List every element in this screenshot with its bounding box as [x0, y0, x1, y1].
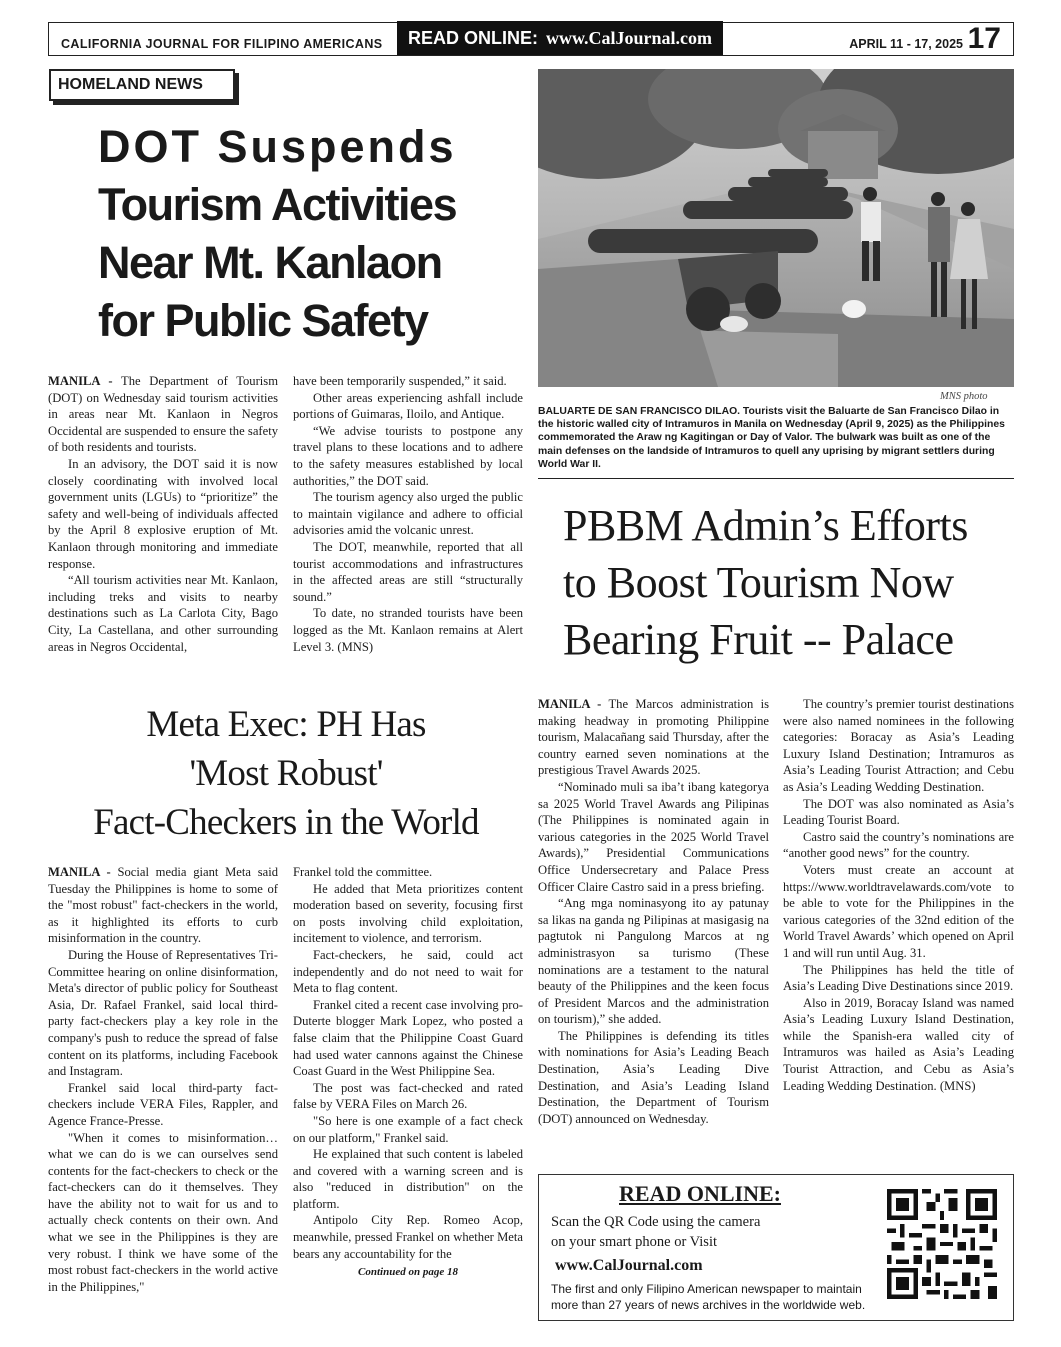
headline-line: for Public Safety — [98, 295, 428, 346]
paragraph: Other areas experiencing ashfall include portions of Guimaras, Iloilo, and Antique. — [293, 390, 523, 422]
news-photo — [538, 69, 1014, 387]
paragraph — [48, 864, 278, 947]
paragraph: He added that Meta prioritizes content moderation based on severity, focusing first on posts involving child exploitation, incitement to violence, and terrorism. — [293, 881, 523, 946]
paragraph: “We advise tourists to postpone any travel plans to these locations and to adhere to the safety measures established by local authorities,” the DOT said. — [293, 423, 523, 488]
intramuros-photo-illustration — [538, 69, 1014, 387]
read-online-title: READ ONLINE: — [619, 1181, 781, 1206]
paragraph: Antipolo City Rep. Romeo Acop, meanwhile, pressed Frankel on whether Meta bears any accountability for the — [293, 1213, 523, 1261]
headline-line: PBBM Admin’s Efforts — [563, 501, 968, 550]
issue-date: APRIL 11 - 17, 2025 — [849, 37, 963, 51]
read-online-url[interactable]: www.CalJournal.com — [546, 27, 712, 48]
dateline: MANILA - — [538, 697, 602, 711]
read-online-label: READ ONLINE: — [408, 27, 538, 48]
paragraph: The DOT, meanwhile, reported that all tourist accommodations and infrastructures in the affected areas are still “structurally sound.” — [293, 539, 523, 604]
page-number: 17 — [967, 22, 1001, 55]
paragraph: Castro said the country’s nominations are “another good news” for the country. — [783, 829, 1014, 861]
paragraph: In an advisory, the DOT said it is now closely coordinating with involved local government units (LGUs) to “prioritize” the safety and well-being of individuals affected by the April 8 explosive eruption of Mt. Kanlaon through monitoring and immediate response. — [48, 456, 278, 571]
website-link[interactable]: www.CalJournal.com — [555, 1257, 703, 1274]
headline-line: Meta Exec: PH Has — [146, 704, 426, 745]
dateline: MANILA - — [48, 374, 113, 388]
photo-caption: BALUARTE DE SAN FRANCISCO DILAO. Tourists visit the Baluarte de San Francisco Dilao in the historic walled city of Intramuros in Manila on Wednesday (April 9, 2025) as the Philippines commemorated the Araw ng Kagitingan or Day of Valor. The bulwark was built as one of the main defenses on the landside of Intramuros to quell any uprising by migrant settlers during World War II. — [538, 406, 1005, 470]
meta-column-1 — [48, 864, 278, 1295]
paragraph: He explained that such content is labeled and covered with a warning screen and is also "reduced in distribution" on the platform. — [293, 1147, 523, 1211]
paragraph: The DOT was also nominated as Asia’s Leading Tourist Board. — [783, 796, 1014, 828]
scan-instructions — [551, 1212, 881, 1252]
headline-line: Near Mt. Kanlaon — [98, 237, 442, 288]
paragraph: Fact-checkers, he said, could act independently and do not need to wait for Meta to flag content. — [293, 947, 523, 996]
paper-name: CALIFORNIA JOURNAL FOR FILIPINO AMERICANS — [61, 37, 383, 51]
paragraph: have been temporarily suspended,” it said. — [293, 374, 507, 388]
scan-instructions-line: on your smart phone or Visit — [551, 1234, 717, 1250]
paragraph: Frankel cited a recent case involving pro-Duterte blogger Mark Lopez, who posted a false claim that the Philippine Coast Guard had used water cannons against the Chinese Coast Guard in the West Philippine Sea. — [293, 997, 523, 1079]
paragraph: Also in 2019, Boracay Island was named Asia’s Leading Luxury Island Destination, while the Spanish-era walled city of Intramuros was hailed as Asia’s Leading Tourist Attraction, and Cebu as Asia’s Leading Wedding Destination. (MNS) — [783, 995, 1014, 1093]
paragraph: The country’s premier tourist destinations were also named nominees in the following categories: Boracay as Asia’s Leading Luxury Island Destination; Intramuros as Asia’s Leading Tourist Attraction; and Cebu as Asia’s Leading Wedding Destination. — [783, 697, 1014, 794]
paragraph-text: Social media giant Meta said Tuesday the Philippines is home to some of the "most robust" fact-checkers in the world, as it highlighted its efforts to curb misinformation in the country. — [48, 865, 279, 946]
paragraph: The post was fact-checked and rated false by VERA Files on March 26. — [293, 1080, 523, 1112]
photo-credit: MNS photo — [940, 391, 988, 402]
paragraph: The Philippines has held the title of Asia’s Leading Dive Destinations since 2019. — [783, 962, 1014, 994]
paragraph — [48, 373, 278, 456]
paragraph: Frankel told the committee. — [293, 865, 433, 879]
headline-line: DOT Suspends — [98, 121, 457, 172]
paragraph: The Philippines is defending its titles with nominations for Asia’s Leading Beach Destination, Asia’s Leading Dive Destination, and Asia’s Leading Island Destination, the Department of Tourism (DOT) announced on Wednesday. — [538, 1028, 769, 1126]
headline-line: Tourism Activities — [98, 179, 457, 230]
paragraph: Voters must create an account at https://www.worldtravelawards.com/vote to be able to vote for the Philippines in the various categories of the 32nd edition of the World Travel Awards’ which opened on April 1 and will run until Aug. 31. — [783, 862, 1014, 960]
paragraph: During the House of Representatives Tri-Committee hearing on online disinformation, Meta's director of public policy for Southeast Asia, Dr. Rafael Frankel, said local third-party fact-checkers play a key role in the company's push to reduce the spread of false content on its platforms, including Facebook and Instagram. — [48, 947, 278, 1079]
headline-line: to Boost Tourism Now — [563, 558, 954, 607]
dot-column-2 — [293, 373, 523, 655]
headline-line: 'Most Robust' — [189, 753, 383, 794]
paragraph-text: The Marcos administration is making headway in promoting Philippine tourism, Malacañang said Thursday, after the country earned seven nominations at the prestigious Travel Awards 2025. — [538, 697, 769, 778]
paragraph: “Ang mga nominasyong ito ay patunay sa likas na ganda ng Pilipinas at masigasig na pagtutok ni Pangulong Marcos at ng administrasyon sa turismo (These nominations are a testament to the natural beauty of the Philippines and the keen focus of President Marcos and the administration on tourism),” she added. — [538, 896, 769, 1027]
divider — [538, 478, 1014, 479]
paragraph: To date, no stranded tourists have been logged as the Mt. Kanlaon remains at Alert Level 3. (MNS) — [293, 606, 523, 654]
paragraph — [538, 696, 769, 779]
pbbm-column-1 — [538, 696, 769, 1127]
paragraph-text: The Department of Tourism (DOT) on Wednesday said tourism activities in areas near Mt. Kanlaon in Negros Occidental are suspended to ensure the safety of both residents and tourists. — [48, 374, 278, 455]
archive-note: The first and only Filipino American newspaper to maintain more than 27 years of news archives in the worldwide web. — [551, 1282, 866, 1312]
dateline: MANILA - — [48, 865, 111, 879]
headline-dot — [98, 118, 508, 350]
scan-instructions-line: Scan the QR Code using the camera — [551, 1214, 761, 1230]
paragraph: "So here is one example of a fact check on our platform," Frankel said. — [293, 1113, 523, 1145]
paragraph: “All tourism activities near Mt. Kanlaon, including treks and visits to nearby destinations such as La Carlota City, Bago City, La Castellana, and other surrounding areas in Negros Occidental, — [48, 573, 278, 654]
pbbm-column-2 — [783, 696, 1014, 1094]
paragraph: The tourism agency also urged the public to maintain vigilance and adhere to official advisories amid the volcanic unrest. — [293, 490, 523, 538]
qr-code-icon[interactable] — [887, 1189, 997, 1299]
headline-line: Bearing Fruit -- Palace — [563, 615, 954, 664]
headline-line: Fact-Checkers in the World — [93, 802, 479, 843]
paragraph: "When it comes to misinformation… what we can do is we can ourselves send contents for the fact-checkers to check or the fact-checkers can do it themselves. They have the ability not to wait for us and to actually check contents on their own. And what we see in the Philippines is they are very robust. I think we have some of the most robust fact-checkers in the world active in the Philippines," — [48, 1130, 278, 1294]
dot-column-1 — [48, 373, 278, 655]
continued-link[interactable]: Continued on page 18 — [358, 1266, 458, 1279]
meta-column-2 — [293, 864, 523, 1281]
masthead — [48, 22, 1014, 56]
paragraph: Frankel said local third-party fact-checkers include VERA Files, Rappler, and Agence France-Presse. — [48, 1080, 278, 1128]
headline-pbbm — [563, 497, 1003, 668]
read-online-box — [538, 1174, 1014, 1321]
headline-meta — [48, 700, 524, 847]
paragraph: “Nominado muli sa iba’t ibang kategorya sa 2025 World Travel Awards ang Pilipinas (The Philippines is nominated again in various categories in the 2025 World Travel Awards),” Presidential Communications Office Undersecretary and Palace Press Officer Claire Castro said in a press briefing. — [538, 779, 769, 894]
section-label: HOMELAND NEWS — [49, 69, 235, 101]
read-online-banner[interactable] — [397, 21, 723, 55]
